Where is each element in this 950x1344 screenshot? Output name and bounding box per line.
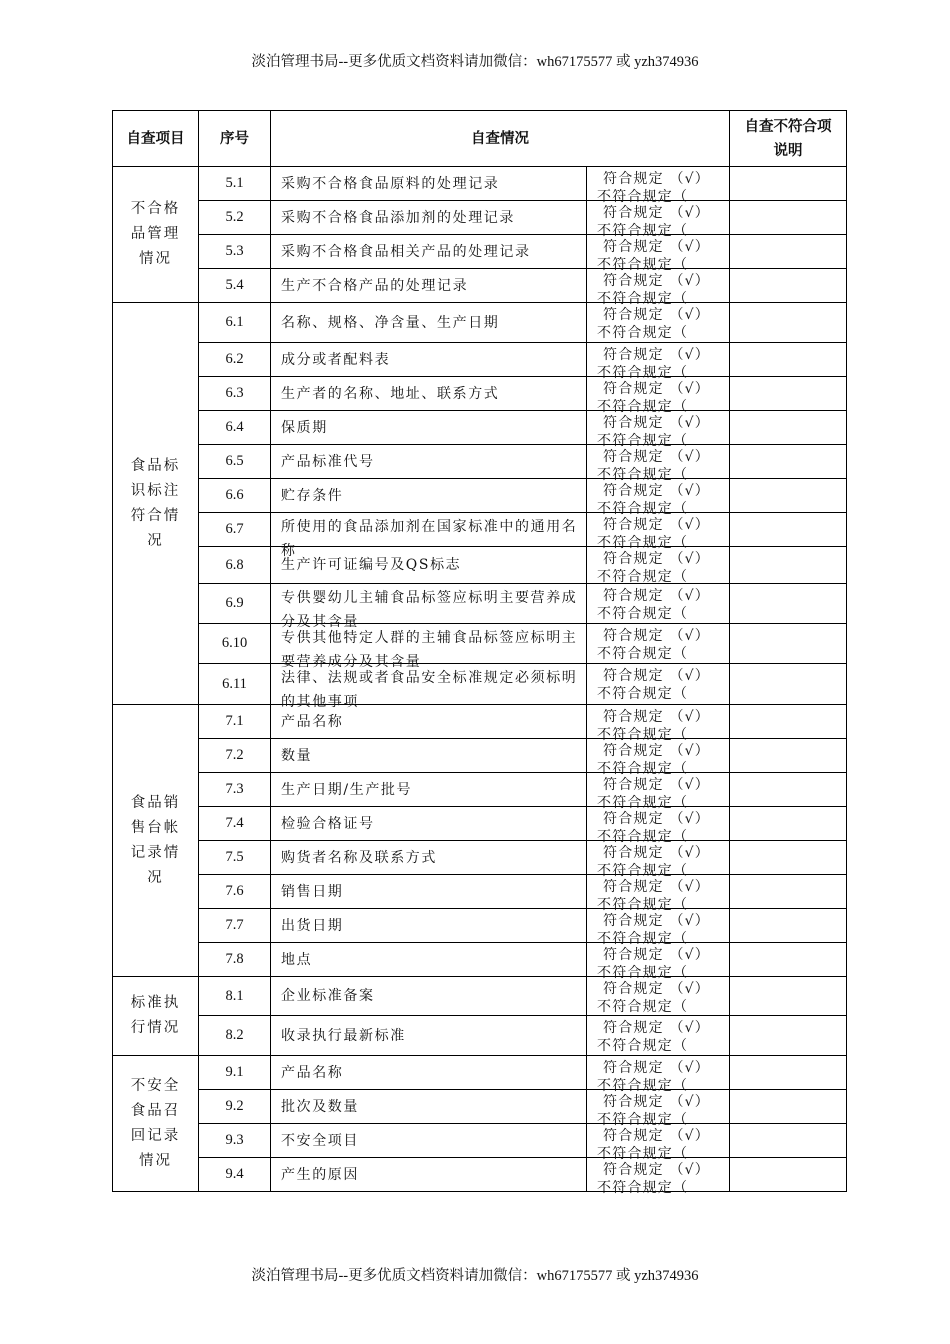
- item-number: 6.4: [199, 411, 271, 445]
- status-compliant: 符合规定 （√）: [603, 879, 710, 895]
- status-noncompliant: 不符合规定（: [597, 257, 689, 273]
- table-row: [113, 705, 847, 739]
- item-description: [271, 1158, 587, 1192]
- compliance-status: [587, 739, 730, 777]
- page-footer: 淡泊管理书局--更多优质文档资料请加微信：wh67175577 或 yzh374936: [251, 1268, 699, 1284]
- item-number: 8.2: [199, 1016, 271, 1056]
- table-row: [113, 1056, 847, 1090]
- status-noncompliant: 不符合规定（: [597, 646, 689, 662]
- status-noncompliant: 不符合规定（: [597, 606, 689, 622]
- status-noncompliant: 不符合规定（: [597, 1180, 689, 1196]
- table-row: [113, 343, 847, 377]
- compliance-status: [587, 943, 730, 981]
- status-noncompliant: 不符合规定（: [597, 761, 689, 777]
- status-compliant: 符合规定 （√）: [603, 588, 710, 604]
- noncompliance-note[interactable]: [730, 1016, 847, 1056]
- status-noncompliant: 不符合规定（: [597, 1112, 689, 1128]
- table-row: [113, 445, 847, 479]
- table-row: [113, 943, 847, 977]
- item-number: 7.5: [199, 841, 271, 875]
- status-noncompliant: 不符合规定（: [597, 863, 689, 879]
- table-row: [113, 201, 847, 235]
- noncompliance-note[interactable]: [730, 1158, 847, 1192]
- item-number: 7.7: [199, 909, 271, 943]
- item-description-text: 产生的原因: [281, 1166, 359, 1183]
- status-noncompliant: 不符合规定（: [597, 1038, 689, 1054]
- compliance-status: [587, 343, 730, 381]
- item-description-text: 保质期: [281, 419, 328, 436]
- category-cell: 不安全食品召回记录情况: [113, 1056, 199, 1192]
- table-row: [113, 664, 847, 705]
- item-number: 6.6: [199, 479, 271, 513]
- status-compliant: 符合规定 （√）: [603, 483, 710, 499]
- compliance-status: [587, 1090, 730, 1128]
- item-description: [271, 411, 587, 445]
- status-compliant: 符合规定 （√）: [603, 811, 710, 827]
- item-description-text: 产品名称: [281, 1064, 344, 1081]
- noncompliance-note[interactable]: [730, 664, 847, 705]
- status-noncompliant: 不符合规定（: [597, 999, 689, 1015]
- item-description-text: 批次及数量: [281, 1098, 359, 1115]
- compliance-status: [587, 909, 730, 947]
- status-compliant: 符合规定 （√）: [603, 171, 710, 187]
- status-noncompliant: 不符合规定（: [597, 291, 689, 307]
- item-description: [271, 909, 587, 943]
- noncompliance-note[interactable]: [730, 343, 847, 377]
- item-number: 7.6: [199, 875, 271, 909]
- compliance-status: [587, 269, 730, 307]
- item-number: 7.1: [199, 705, 271, 739]
- item-description: [271, 201, 587, 235]
- compliance-status: [587, 773, 730, 811]
- noncompliance-note[interactable]: [730, 841, 847, 875]
- noncompliance-note[interactable]: [730, 624, 847, 664]
- noncompliance-note[interactable]: [730, 235, 847, 269]
- page-header: 淡泊管理书局--更多优质文档资料请加微信：wh67175577 或 yzh374936: [251, 54, 699, 70]
- item-description-text: 专供其他特定人群的主辅食品标签应标明主要营养成分及其含量: [281, 629, 578, 670]
- noncompliance-note[interactable]: [730, 943, 847, 977]
- item-description: [271, 624, 587, 670]
- status-noncompliant: 不符合规定（: [597, 535, 689, 551]
- item-description: [271, 875, 587, 909]
- item-description: [271, 807, 587, 841]
- item-description: [271, 977, 587, 1016]
- status-compliant: 符合规定 （√）: [603, 415, 710, 431]
- item-number: 6.8: [199, 547, 271, 584]
- item-description: [271, 1016, 587, 1056]
- compliance-status: [587, 167, 730, 205]
- status-noncompliant: 不符合规定（: [597, 1078, 689, 1094]
- status-compliant: 符合规定 （√）: [603, 205, 710, 221]
- item-description-text: 采购不合格食品添加剂的处理记录: [281, 209, 515, 226]
- item-number: 5.1: [199, 167, 271, 201]
- compliance-status: [587, 235, 730, 273]
- table-header-row: [113, 111, 847, 167]
- item-description: [271, 235, 587, 269]
- status-noncompliant: 不符合规定（: [597, 829, 689, 845]
- item-description-text: 采购不合格食品原料的处理记录: [281, 175, 500, 192]
- status-compliant: 符合规定 （√）: [603, 845, 710, 861]
- item-description: [271, 943, 587, 977]
- item-number: 6.7: [199, 513, 271, 547]
- table-row: [113, 909, 847, 943]
- status-noncompliant: 不符合规定（: [597, 897, 689, 913]
- status-noncompliant: 不符合规定（: [597, 686, 689, 702]
- status-noncompliant: 不符合规定（: [597, 501, 689, 517]
- compliance-status: [587, 705, 730, 743]
- table-row: [113, 624, 847, 664]
- item-description-text: 名称、规格、净含量、生产日期: [281, 314, 500, 331]
- table-row: [113, 807, 847, 841]
- noncompliance-note[interactable]: [730, 807, 847, 841]
- item-number: 6.5: [199, 445, 271, 479]
- status-compliant: 符合规定 （√）: [603, 668, 710, 684]
- table-row: [113, 584, 847, 624]
- status-compliant: 符合规定 （√）: [603, 273, 710, 289]
- table-row: [113, 1016, 847, 1056]
- table-row: [113, 1090, 847, 1124]
- item-number: 9.2: [199, 1090, 271, 1124]
- noncompliance-note[interactable]: [730, 479, 847, 513]
- status-noncompliant: 不符合规定（: [597, 931, 689, 947]
- compliance-status: [587, 377, 730, 415]
- status-compliant: 符合规定 （√）: [603, 517, 710, 533]
- compliance-status: [587, 445, 730, 483]
- item-description-text: 生产不合格产品的处理记录: [281, 277, 469, 294]
- item-number: 6.10: [199, 624, 271, 664]
- table-row: [113, 875, 847, 909]
- noncompliance-note[interactable]: [730, 445, 847, 479]
- noncompliance-note[interactable]: [730, 705, 847, 739]
- table-row: [113, 841, 847, 875]
- status-noncompliant: 不符合规定（: [597, 727, 689, 743]
- category-cell: 不合格品管理情况: [113, 167, 199, 303]
- table-row: [113, 977, 847, 1016]
- table-row: [113, 235, 847, 269]
- item-description-text: 生产许可证编号及QS标志: [281, 557, 462, 573]
- status-compliant: 符合规定 （√）: [603, 381, 710, 397]
- status-compliant: 符合规定 （√）: [603, 551, 710, 567]
- noncompliance-note[interactable]: [730, 977, 847, 1016]
- item-description-text: 成分或者配料表: [281, 351, 391, 368]
- noncompliance-note[interactable]: [730, 303, 847, 343]
- compliance-status: [587, 1056, 730, 1094]
- compliance-status: [587, 875, 730, 913]
- noncompliance-note[interactable]: [730, 1090, 847, 1124]
- item-number: 6.9: [199, 584, 271, 624]
- noncompliance-note[interactable]: [730, 269, 847, 303]
- status-noncompliant: 不符合规定（: [597, 223, 689, 239]
- item-number: 8.1: [199, 977, 271, 1016]
- item-number: 7.8: [199, 943, 271, 977]
- status-compliant: 符合规定 （√）: [603, 913, 710, 929]
- table-row: [113, 739, 847, 773]
- item-description: [271, 269, 587, 303]
- status-compliant: 符合规定 （√）: [603, 628, 710, 644]
- item-description: [271, 343, 587, 377]
- item-description: [271, 584, 587, 630]
- status-compliant: 符合规定 （√）: [603, 239, 710, 255]
- item-description-text: 数量: [281, 747, 313, 764]
- status-noncompliant: 不符合规定（: [597, 467, 689, 483]
- item-number: 6.2: [199, 343, 271, 377]
- noncompliance-note[interactable]: [730, 909, 847, 943]
- table-row: [113, 377, 847, 411]
- category-cell: 食品销售台帐记录情况: [113, 705, 199, 977]
- noncompliance-note[interactable]: [730, 1124, 847, 1158]
- item-description-text: 收录执行最新标准: [281, 1027, 406, 1044]
- status-noncompliant: 不符合规定（: [597, 965, 689, 981]
- item-number: 6.11: [199, 664, 271, 705]
- item-description-text: 地点: [281, 951, 313, 968]
- noncompliance-note[interactable]: [730, 201, 847, 235]
- compliance-status: [587, 1124, 730, 1162]
- status-noncompliant: 不符合规定（: [597, 569, 689, 585]
- item-description: [271, 841, 587, 875]
- item-description: [271, 167, 587, 201]
- compliance-status: [587, 584, 730, 624]
- status-compliant: 符合规定 （√）: [603, 307, 710, 323]
- item-description: [271, 664, 587, 710]
- table-row: [113, 479, 847, 513]
- status-noncompliant: 不符合规定（: [597, 365, 689, 381]
- status-noncompliant: 不符合规定（: [597, 1146, 689, 1162]
- noncompliance-note[interactable]: [730, 875, 847, 909]
- item-description-text: 专供婴幼儿主辅食品标签应标明主要营养成分及其含量: [281, 589, 578, 630]
- item-description: [271, 479, 587, 513]
- noncompliance-note[interactable]: [730, 513, 847, 547]
- noncompliance-note[interactable]: [730, 377, 847, 411]
- item-description: [271, 547, 587, 584]
- item-description-text: 购货者名称及联系方式: [281, 849, 437, 866]
- noncompliance-note[interactable]: [730, 1056, 847, 1090]
- self-inspection-table: [112, 110, 847, 1196]
- noncompliance-note[interactable]: [730, 167, 847, 201]
- item-number: 9.1: [199, 1056, 271, 1090]
- compliance-status: [587, 841, 730, 879]
- compliance-status: [587, 807, 730, 845]
- status-compliant: 符合规定 （√）: [603, 981, 710, 997]
- status-noncompliant: 不符合规定（: [597, 433, 689, 449]
- compliance-status: [587, 977, 730, 1016]
- item-number: 6.3: [199, 377, 271, 411]
- status-compliant: 符合规定 （√）: [603, 777, 710, 793]
- item-description-text: 产品标准代号: [281, 453, 375, 470]
- table-row: [113, 513, 847, 547]
- item-description-text: 生产日期/生产批号: [281, 781, 413, 798]
- status-noncompliant: 不符合规定（: [597, 399, 689, 415]
- status-noncompliant: 不符合规定（: [597, 189, 689, 205]
- category-cell: 食品标识标注符合情况: [113, 303, 199, 705]
- noncompliance-note[interactable]: [730, 773, 847, 807]
- item-description-text: 法律、法规或者食品安全标准规定必须标明的其他事项: [281, 669, 578, 710]
- status-compliant: 符合规定 （√）: [603, 1128, 710, 1144]
- item-description: [271, 773, 587, 807]
- noncompliance-note[interactable]: [730, 547, 847, 584]
- item-description: [271, 377, 587, 411]
- item-description-text: 企业标准备案: [281, 988, 375, 1004]
- table-row: [113, 411, 847, 445]
- item-description-text: 采购不合格食品相关产品的处理记录: [281, 243, 531, 260]
- item-number: 7.3: [199, 773, 271, 807]
- noncompliance-note[interactable]: [730, 411, 847, 445]
- table-row: [113, 547, 847, 584]
- compliance-status: [587, 664, 730, 705]
- compliance-status: [587, 201, 730, 239]
- table-row: [113, 167, 847, 201]
- item-description: [271, 1056, 587, 1090]
- item-description: [271, 739, 587, 773]
- item-number: 5.3: [199, 235, 271, 269]
- status-compliant: 符合规定 （√）: [603, 1020, 710, 1036]
- compliance-status: [587, 547, 730, 584]
- status-compliant: 符合规定 （√）: [603, 709, 710, 725]
- item-description-text: 贮存条件: [281, 487, 344, 504]
- item-description: [271, 513, 587, 559]
- item-description: [271, 1124, 587, 1158]
- item-number: 7.2: [199, 739, 271, 773]
- status-noncompliant: 不符合规定（: [597, 325, 689, 341]
- item-description-text: 产品名称: [281, 713, 344, 730]
- compliance-status: [587, 303, 730, 343]
- table-row: [113, 773, 847, 807]
- compliance-status: [587, 1158, 730, 1196]
- noncompliance-note[interactable]: [730, 584, 847, 624]
- item-number: 5.4: [199, 269, 271, 303]
- item-description: [271, 705, 587, 739]
- compliance-status: [587, 624, 730, 664]
- status-compliant: 符合规定 （√）: [603, 743, 710, 759]
- item-description-text: 检验合格证号: [281, 815, 375, 832]
- item-description-text: 生产者的名称、地址、联系方式: [281, 385, 500, 402]
- item-description: [271, 1090, 587, 1124]
- compliance-status: [587, 411, 730, 449]
- status-compliant: 符合规定 （√）: [603, 947, 710, 963]
- item-description: [271, 445, 587, 479]
- status-compliant: 符合规定 （√）: [603, 347, 710, 363]
- status-compliant: 符合规定 （√）: [603, 449, 710, 465]
- header-number: 序号: [199, 111, 271, 167]
- item-description-text: 不安全项目: [281, 1132, 359, 1149]
- compliance-status: [587, 513, 730, 551]
- item-description-text: 出货日期: [281, 917, 344, 934]
- header-category: 自查项目: [113, 111, 199, 167]
- category-cell: 标准执行情况: [113, 977, 199, 1056]
- table-row: [113, 1158, 847, 1192]
- table-body: [113, 167, 847, 1196]
- noncompliance-note[interactable]: [730, 739, 847, 773]
- table-row: [113, 303, 847, 343]
- item-description: [271, 303, 587, 343]
- header-note: 自查不符合项说明: [730, 111, 847, 167]
- table-row: [113, 269, 847, 303]
- status-noncompliant: 不符合规定（: [597, 795, 689, 811]
- status-compliant: 符合规定 （√）: [603, 1162, 710, 1178]
- item-description-text: 所使用的食品添加剂在国家标准中的通用名称: [281, 518, 578, 559]
- header-situation: 自查情况: [271, 111, 730, 167]
- compliance-status: [587, 1016, 730, 1056]
- item-number: 9.3: [199, 1124, 271, 1158]
- item-number: 9.4: [199, 1158, 271, 1192]
- status-compliant: 符合规定 （√）: [603, 1060, 710, 1076]
- status-compliant: 符合规定 （√）: [603, 1094, 710, 1110]
- item-number: 7.4: [199, 807, 271, 841]
- item-number: 6.1: [199, 303, 271, 343]
- compliance-status: [587, 479, 730, 517]
- item-description-text: 销售日期: [281, 883, 344, 900]
- table-row: [113, 1124, 847, 1158]
- item-number: 5.2: [199, 201, 271, 235]
